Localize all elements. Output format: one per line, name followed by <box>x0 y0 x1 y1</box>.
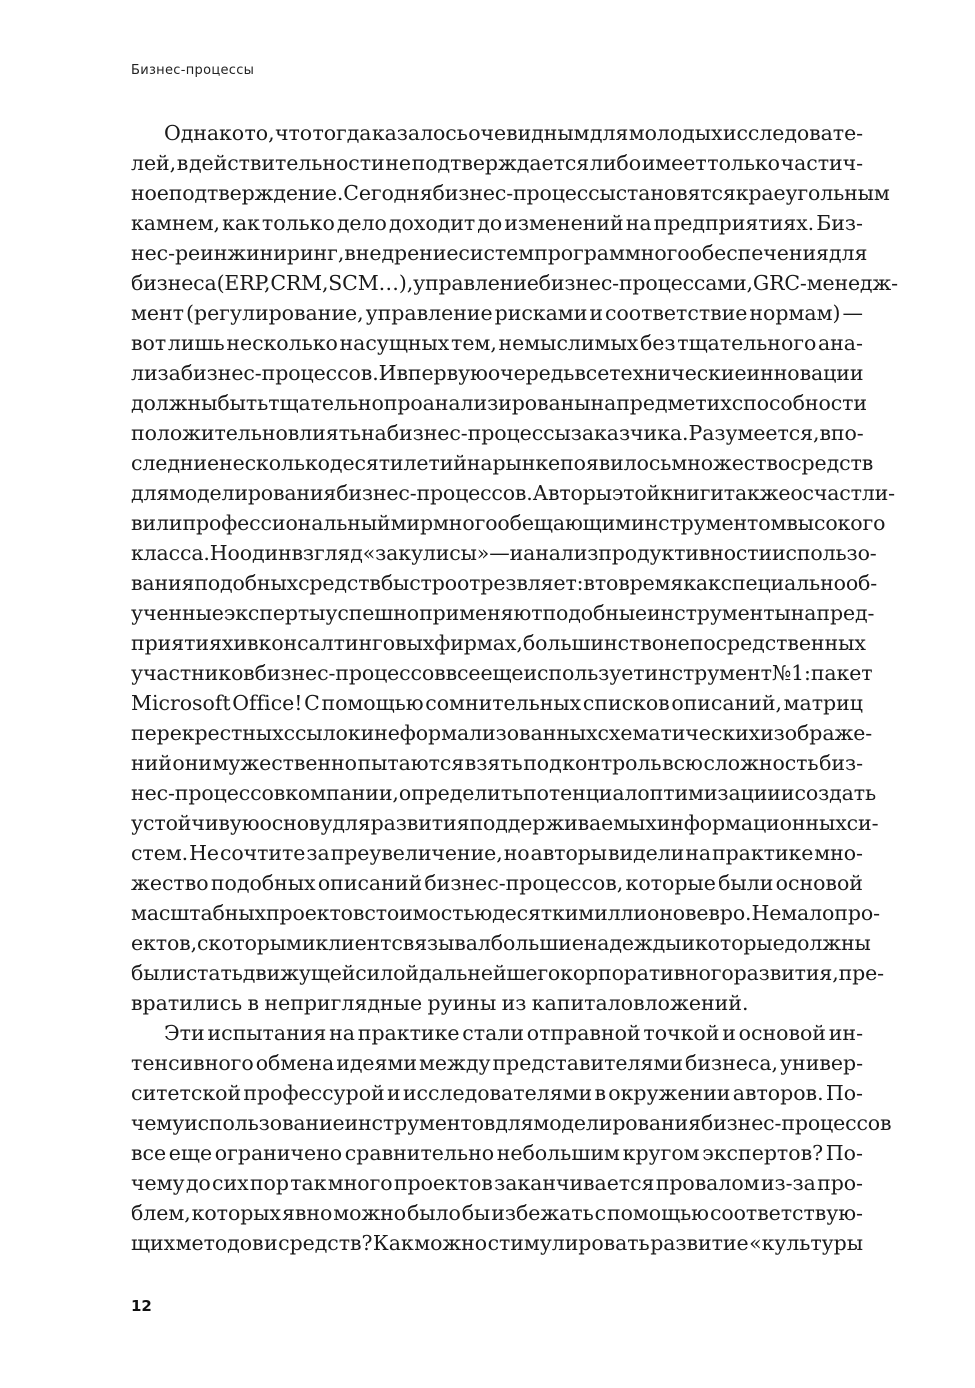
text-line: жество подобных описаний бизнес-процессов, которые были основой <box>131 871 863 895</box>
text-line: вания подобных средств быстро отрезвляет: в то время как специально об- <box>131 571 878 595</box>
text-line: ситетской профессурой и исследователями в окружении авторов. По- <box>131 1081 863 1105</box>
text-line: участников бизнес-процессов все еще использует инструмент № 1: пакет <box>131 661 873 685</box>
text-line: вратились в неприглядные руины из капиталовложений. <box>131 991 749 1015</box>
text-line: Microsoft Office! С помощью сомнительных списков описаний, матриц <box>131 691 863 715</box>
text-line: щих методов и средств? Как можно стимулировать развитие «культуры <box>131 1231 863 1255</box>
text-line: ученные эксперты успешно применяют подобные инструменты на пред- <box>131 601 875 625</box>
text-line: чему использование инструментов для моделирования бизнес-процессов <box>131 1111 892 1135</box>
text-line: нес-реинжиниринг, внедрение систем программного обеспечения для <box>131 241 868 265</box>
text-line: перекрестных ссылок и неформализованных схематических изображе- <box>131 721 873 745</box>
text-line: устойчивую основу для развития поддерживаемых информационных си- <box>131 811 879 835</box>
text-line: Эти испытания на практике стали отправной точкой и основой ин- <box>164 1021 863 1045</box>
text-line: камнем, как только дело доходит до изменений на предприятиях. Биз- <box>131 211 863 235</box>
text-line: вот лишь несколько насущных тем, немыслимых без тщательного ана- <box>131 331 863 355</box>
text-line: чему до сих пор так много проектов заканчивается провалом из-за про- <box>131 1171 863 1195</box>
text-line: вили профессиональный мир многообещающим инструментом высокого <box>131 511 886 535</box>
text-line: лиза бизнес-процессов. И в первую очередь все технические инновации <box>131 361 864 385</box>
text-line: ектов, с которыми клиент связывал большие надежды и которые должны <box>131 931 871 955</box>
text-line: лей, в действительности не подтверждается либо имеет только частич- <box>131 151 863 175</box>
text-line: масштабных проектов стоимостью десятки миллионов евро. Немало про- <box>131 901 880 925</box>
text-line: мент (регулирование, управление рисками и соответствие нормам) — <box>131 301 863 325</box>
text-line: Однако то, что тогда казалось очевидным для молодых исследовате- <box>164 121 863 145</box>
paragraph <box>131 1018 892 1258</box>
running-head: Бизнес-процессы <box>131 63 255 78</box>
text-line: бизнеса (ERP, CRM, SCM…), управление бизнес-процессами, GRC-менедж- <box>131 271 898 295</box>
text-line: стем. Не сочтите за преувеличение, но авторы видели на практике мно- <box>131 841 863 865</box>
text-line: были стать движущей силой дальнейшего корпоративного развития, пре- <box>131 961 884 985</box>
text-line: положительно влиять на бизнес-процессы заказчика. Разумеется, в по- <box>131 421 864 445</box>
text-line: ний они мужественно пытаются взять под контроль всю сложность биз- <box>131 751 863 775</box>
text-line: для моделирования бизнес-процессов. Авторы этой книги также осчастли- <box>131 481 895 505</box>
paragraph <box>131 118 898 1018</box>
text-line: тенсивного обмена идеями между представителями бизнеса, универ- <box>131 1051 863 1075</box>
body-text <box>131 118 898 1258</box>
text-line: ное подтверждение. Сегодня бизнес-процессы становятся краеугольным <box>131 181 890 205</box>
text-line: нес-процессов компании, определить потенциал оптимизации и создать <box>131 781 877 805</box>
text-line: приятиях и в консалтинговых фирмах, большинство непосредственных <box>131 631 866 655</box>
text-line: все еще ограничено сравнительно небольшим кругом экспертов? По- <box>131 1141 863 1165</box>
text-line: должны быть тщательно проанализированы на предмет их способности <box>131 391 867 415</box>
text-line: следние несколько десятилетий на рынке появилось множество средств <box>131 451 874 475</box>
page-number: 12 <box>131 1297 152 1315</box>
text-line: класса. Но один взгляд «за кулисы» — и анализ продуктивности использо- <box>131 541 877 565</box>
text-line: блем, которых явно можно было бы избежать с помощью соответствую- <box>131 1201 863 1225</box>
